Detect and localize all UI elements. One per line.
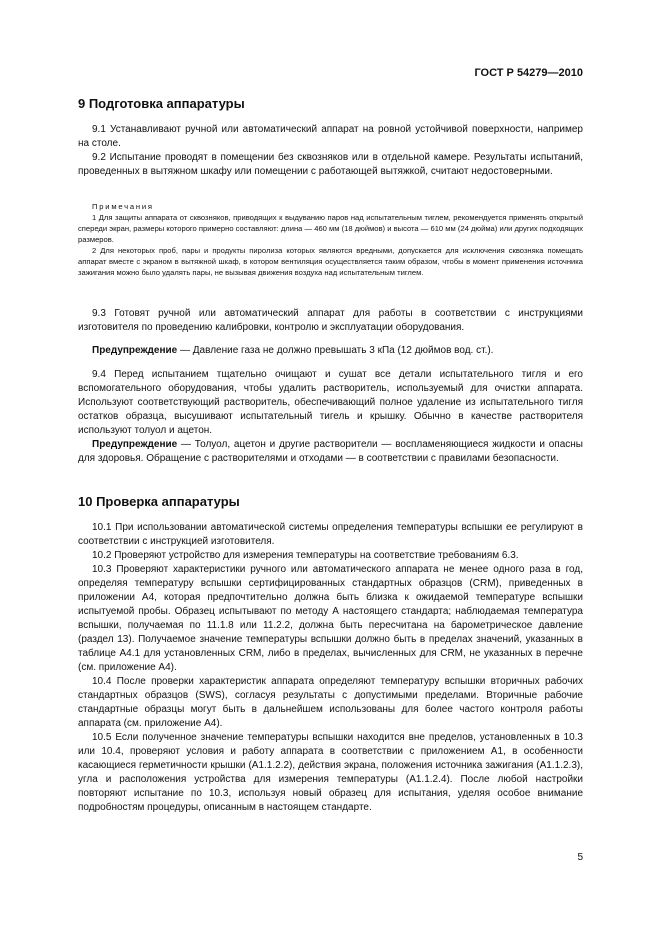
section-9-body [78,123,583,179]
section-9 [78,96,583,111]
paragraph-9-2: 9.2 Испытание проводят в помещении без сквозняков или в отдельной камере. Результаты испытаний, проведенных в вытяжном шкафу или помещении с работающей вытяжкой, считают недостоверными. [78,152,583,177]
section-10-body [78,521,583,815]
page-number: 5 [577,852,583,863]
paragraph-10-1: 10.1 При использовании автоматической системы определения температуры вспышки ее регулируют в соответствии с инструкцией изготовителя. [78,522,583,547]
paragraph-10-5: 10.5 Если полученное значение температуры вспышки находится вне пределов, установленных в 10.3 или 10.4, проверяют условия и работу аппарата в соответствии с приложением А1, в особенности касающиеся герметичности крышки (А1.1.2.2), действия экрана, положения источника зажигания (А1.1.2.3), угла и расположения устройства для измерения температуры (А1.1.2.4). После любой настройки повторяют испытание по 10.3, используя новый образец для испытания, уделяя особое внимание подробностям процедуры, описанным в настоящем стандарте. [78,732,583,813]
section-9-body-3 [78,368,583,438]
paragraph-9-1: 9.1 Устанавливают ручной или автоматический аппарат на ровной устойчивой поверхности, например на столе. [78,124,583,149]
warning-2-label: Предупреждение [92,439,178,450]
paragraph-10-3: 10.3 Проверяют характеристики ручного или автоматического аппарата не менее одного раза в год, определяя температуру вспышки сертифицированных стандартных образцов (CRM), приведенных в приложении А4, которая предпочтительно должна быть близка к ожидаемой температуре вспышки испытуемой пробы. Образец испытывают по методу А настоящего стандарта; наблюдаемая температура вспышки, получаемая по 11.1.8 или 11.2.2, должна быть пересчитана на барометрическое давление (раздел 13). Получаемое значение температуры вспышки должно быть в пределах значений, указанных в таблице А4.1 для установленных CRM, либо в пределах, вычисленных для CRM, не указанных в перечне (см. приложение А4). [78,564,583,673]
paragraph-9-3: 9.3 Готовят ручной или автоматический аппарат для работы в соответствии с инструкциями изготовителя по проведению калибровки, контролю и эксплуатации оборудования. [78,308,583,333]
document-id: ГОСТ Р 54279—2010 [474,67,583,79]
paragraph-9-4: 9.4 Перед испытанием тщательно очищают и сушат все детали испытательного тигля и его вспомогательного оборудования, чтобы удалить растворитель, используемый для очистки аппарата. Используют соответствующий растворитель, обеспечивающий полное удаление из испытательного тигля остатков образца, высушивают испытательный тигель и крышку. Обычно в качестве растворителя используют толуол и ацетон. [78,369,583,436]
notes-heading: Примечания [92,202,154,211]
section-10 [78,494,583,509]
note-1: 1 Для защиты аппарата от сквозняков, приводящих к выдуванию паров над испытательным тиглем, рекомендуется применять открытый спереди экран, размеры которого примерно составляют: длина — 460 мм (18 дюймов) и высота — 610 мм (24 дюйма) или других подходящих размеров. [78,213,583,244]
warning-1-label: Предупреждение [92,345,178,356]
note-2: 2 Для некоторых проб, пары и продукты пиролиза которых являются вредными, допускается для исключения сквозняка помещать аппарат вместе с экраном в вытяжной шкаф, в котором вентиляция осуществляется таким образом, чтобы в момент применения источника зажигания можно было удалять пары, не вызывая движения воздуха над испытательным тиглем. [78,246,583,277]
section-10-title: 10 Проверка аппаратуры [78,494,240,509]
warning-1-text: — Давление газа не должно превышать 3 кПа (12 дюймов вод. ст.). [177,345,494,356]
notes-block [78,201,583,278]
paragraph-10-4: 10.4 После проверки характеристик аппарата определяют температуру вспышки вторичных рабочих стандартных образцов (SWS), согласуя результаты с допустимыми пределами. Вторичные рабочие стандартные образцы могут быть в дальнейшем использованы для более частого контроля работы аппарата (см. приложение А4). [78,676,583,729]
section-9-body-2 [78,307,583,335]
paragraph-10-2: 10.2 Проверяют устройство для измерения температуры на соответствие требованиям 6.3. [92,550,519,561]
warning-2 [78,438,583,466]
section-9-title: 9 Подготовка аппаратуры [78,96,245,111]
warning-1 [78,344,583,358]
warning-2-text: — Толуол, ацетон и другие растворители — воспламеняющиеся жидкости и опасны для здоровья. Обращение с растворителями и отходами — в соответствии с правилами безопасности. [78,439,583,464]
